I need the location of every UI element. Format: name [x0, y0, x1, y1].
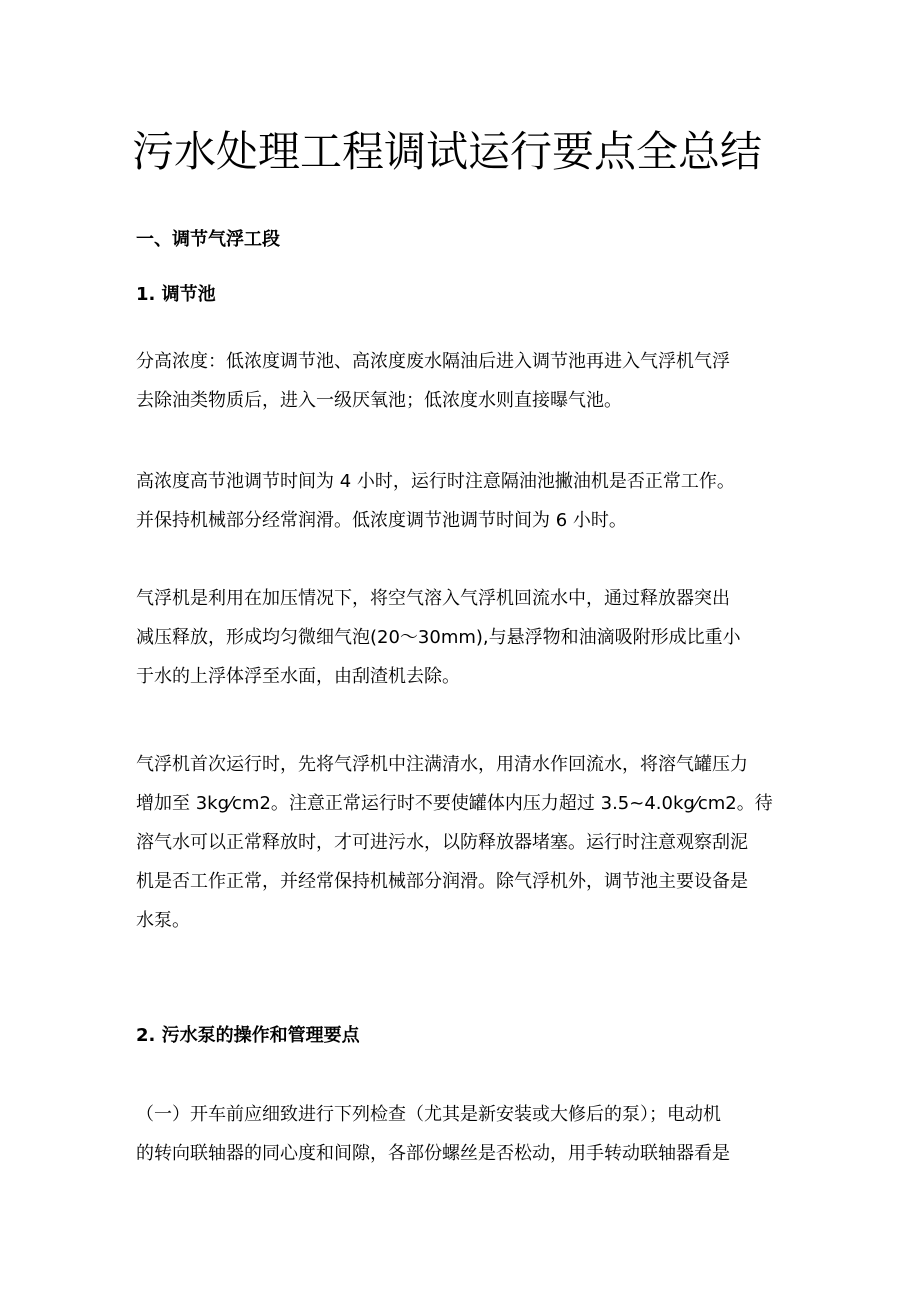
subsection-heading-1: 1. 调节池	[136, 284, 216, 305]
paragraph-line: 机是否工作正常，并经常保持机械部分润滑。除气浮机外，调节池主要设备是	[136, 871, 748, 892]
paragraph-line: 并保持机械部分经常润滑。低浓度调节池调节时间为 6 小时。	[136, 510, 627, 531]
paragraph-line: 的转向联轴器的同心度和间隙，各部份螺丝是否松动，用手转动联轴器看是	[136, 1143, 730, 1164]
paragraph-2	[136, 462, 796, 540]
paragraph-1	[136, 342, 796, 420]
paragraph-line: 气浮机首次运行时，先将气浮机中注满清水，用清水作回流水，将溶气罐压力	[136, 754, 748, 775]
document-title: 污水处理工程调试运行要点全总结	[132, 127, 763, 176]
paragraph-line: 高浓度高节池调节时间为 4 小时，运行时注意隔油池撇油机是否正常工作。	[136, 471, 735, 492]
paragraph-5	[136, 1095, 796, 1173]
section-heading-1: 一、调节气浮工段	[136, 229, 280, 250]
paragraph-line: 溶气水可以正常释放时，才可进污水，以防释放器堵塞。运行时注意观察刮泥	[136, 832, 748, 853]
paragraph-line: 增加至 3kg⁄cm2。注意正常运行时不要使罐体内压力超过 3.5~4.0kg⁄cm2。待	[136, 793, 773, 814]
paragraph-line: 水泵。	[136, 910, 190, 931]
paragraph-line: 去除油类物质后，进入一级厌氧池；低浓度水则直接曝气池。	[136, 390, 622, 411]
paragraph-3	[136, 579, 796, 696]
paragraph-line: 分高浓度：低浓度调节池、高浓度废水隔油后进入调节池再进入气浮机气浮	[136, 351, 730, 372]
paragraph-4	[136, 745, 796, 940]
paragraph-line: 于水的上浮体浮至水面，由刮渣机去除。	[136, 666, 460, 687]
paragraph-line: 气浮机是利用在加压情况下，将空气溶入气浮机回流水中，通过释放器突出	[136, 588, 730, 609]
paragraph-line: 减压释放，形成均匀微细气泡(20～30mm),与悬浮物和油滴吸附形成比重小	[136, 627, 741, 648]
subsection-heading-2: 2. 污水泵的操作和管理要点	[136, 1025, 360, 1046]
paragraph-line: （一）开车前应细致进行下列检查（尤其是新安装或大修后的泵）；电动机	[136, 1104, 721, 1125]
